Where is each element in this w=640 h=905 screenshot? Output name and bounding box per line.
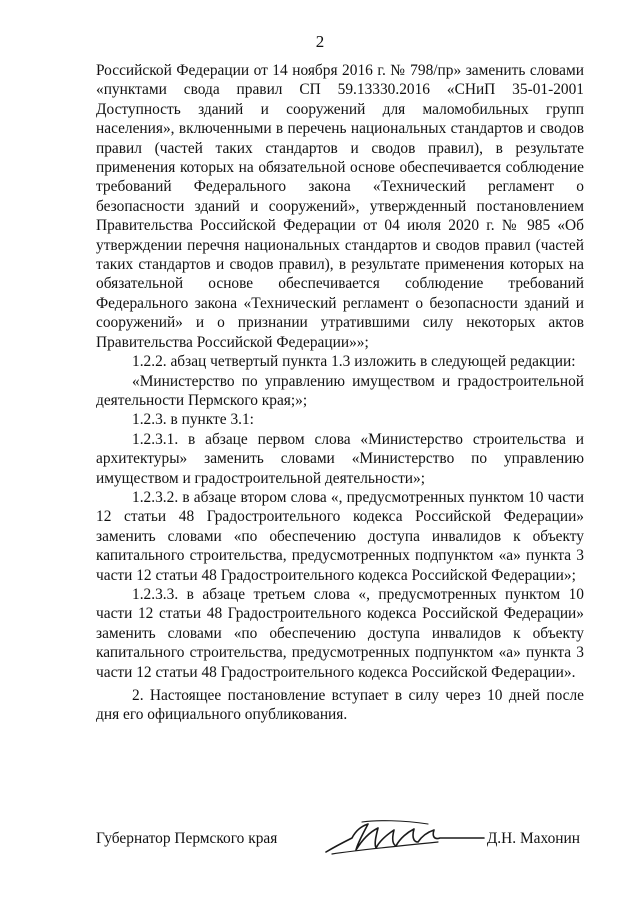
paragraph-1-2-3: 1.2.3. в пункте 3.1:	[132, 411, 254, 429]
page-number: 2	[315, 32, 325, 51]
paragraph-continuation: Российской Федерации от 14 ноября 2016 г. № 798/пр» заменить словами «пунктами свода правил СП 59.13330.2016 «СНиП 35-01-2001 Доступность зданий и сооружений для маломобильных групп населения», включенными в перечень национальных стандартов и сводов правил (частей таких стандартов и сводов правил), в результате применения которых на обязательной основе обеспечивается соблюдение требований Федерального закона «Технический регламент о безопасности зданий и сооружений», утвержденный постановлением Правительства Российской Федерации от 04 июля 2020 г. № 985 «Об утверждении перечня национальных стандартов и сводов правил (частей таких стандартов и сводов правил), в результате применения которых на обязательной основе обеспечивается соблюдение требований Федерального закона «Технический регламент о безопасности зданий и сооружений» и о признании утратившими силу некоторых актов Правительства Российской Федерации»»;	[96, 62, 584, 351]
signer-title: Губернатор Пермского края	[96, 830, 278, 847]
paragraph-2: 2. Настоящее постановление вступает в силу через 10 дней после дня его официального опубликования.	[96, 687, 584, 724]
paragraph-1-2-2-quote: «Министерство по управлению имуществом и градостроительной деятельности Пермского края;»;	[96, 372, 584, 409]
paragraph-1-2-3-1: 1.2.3.1. в абзаце первом слова «Министерство строительства и архитектуры» заменить словами «Министерство по управлению имуществом и градостроительной деятельности»;	[96, 430, 584, 487]
signer-name: Д.Н. Махонин	[486, 830, 580, 847]
signature-block	[96, 822, 584, 862]
document-body	[96, 61, 584, 725]
paragraph-1-2-3-2: 1.2.3.2. в абзаце втором слова «, предусмотренных пунктом 10 части 12 статьи 48 Градостроительного кодекса Российской Федерации» заменить словами «по обеспечению доступа инвалидов к объекту капитального строительства, предусмотренных подпунктом «а» пункта 3 части 12 статьи 48 Градостроительного кодекса Российской Федерации»;	[96, 488, 584, 584]
paragraph-1-2-3-3: 1.2.3.3. в абзаце третьем слова «, предусмотренных пунктом 10 части 12 статьи 48 Градостроительного кодекса Российской Федерации» заменить словами «по обеспечению доступа инвалидов к объекту капитального строительства, предусмотренных подпунктом «а» пункта 3 части 12 статьи 48 Градостроительного кодекса Российской Федерации».	[96, 585, 584, 681]
paragraph-1-2-2: 1.2.2. абзац четвертый пункта 1.3 изложить в следующей редакции:	[132, 353, 576, 371]
handwritten-signature	[318, 816, 486, 860]
